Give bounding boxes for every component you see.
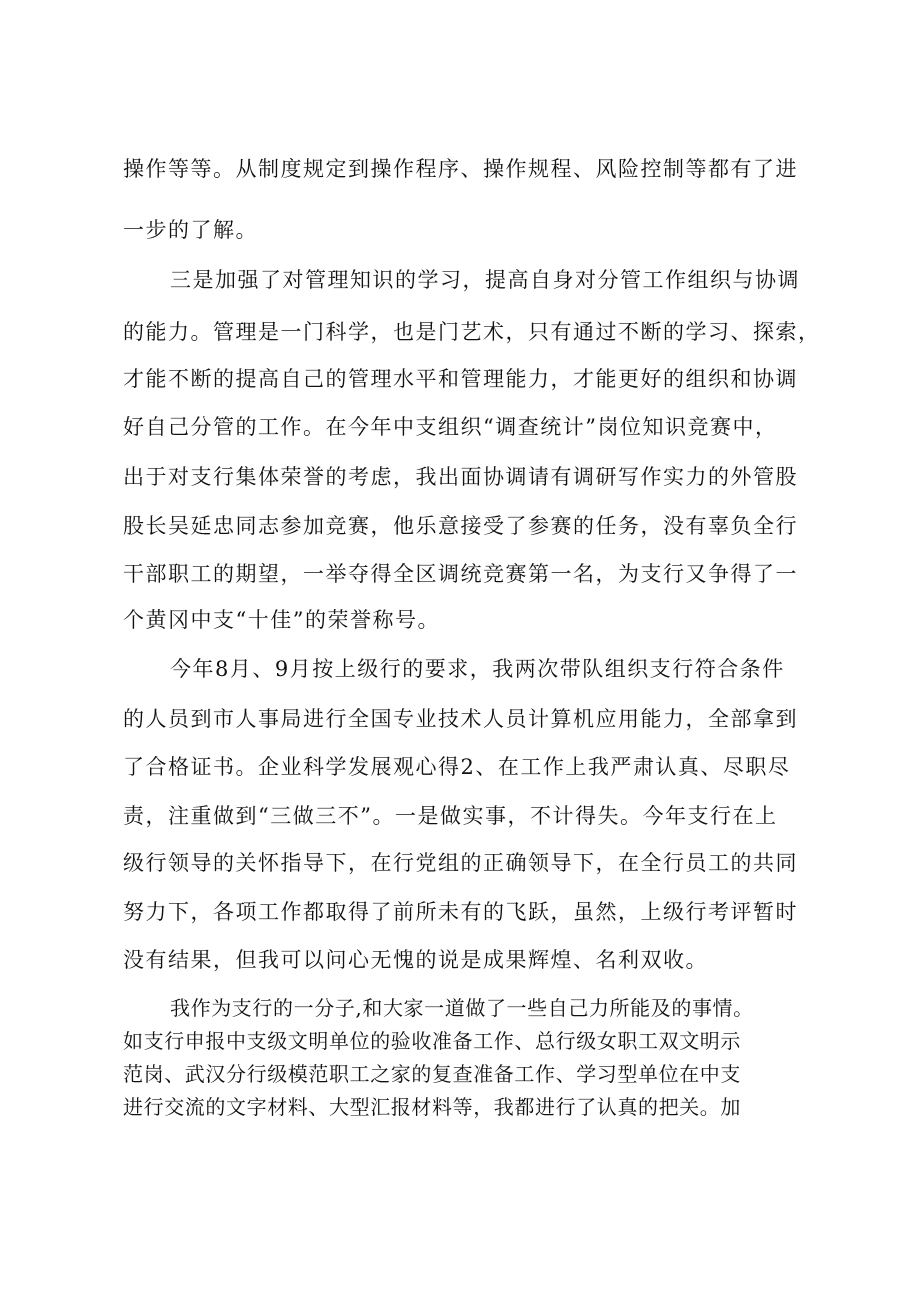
text-line: 好自己分管的工作。在今年中支组织“调查统计”岗位知识竞赛中，	[123, 415, 778, 439]
text-line: 一步的了解。	[123, 218, 258, 242]
text-line: 出于对支行集体荣誉的考虑，我出面协调请有调研写作实力的外管股	[123, 465, 798, 489]
text-line: 如支行申报中支级文明单位的验收准备工作、总行级女职工双文明示	[123, 1029, 741, 1053]
text-line: 的人员到市人事局进行全国专业技术人员计算机应用能力，全部拿到	[123, 707, 798, 731]
paragraph-start-line: 我作为支行的一分子,和大家一道做了一些自己力所能及的事情。	[170, 996, 754, 1020]
text-line: 范岗、武汉分行级模范职工之家的复查准备工作、学习型单位在中支	[123, 1062, 741, 1086]
text-line: 干部职工的期望，一举夺得全区调统竞赛第一名，为支行又争得了一	[123, 562, 798, 586]
text-line: 才能不断的提高自己的管理水平和管理能力，才能更好的组织和协调	[123, 367, 798, 391]
text-line: 级行领导的关怀指导下，在行党组的正确领导下，在全行员工的共同	[123, 851, 798, 875]
text-line: 责，注重做到“三做三不”。一是做实事，不计得失。今年支行在上	[123, 804, 778, 828]
paragraph-start-line: 今年8月、9月按上级行的要求，我两次带队组织支行符合条件	[170, 657, 785, 681]
text-line: 努力下，各项工作都取得了前所未有的飞跃，虽然，上级行考评暂时	[123, 900, 798, 924]
text-line: 的能力。管理是一门科学，也是门艺术，只有通过不断的学习、探索，	[123, 320, 821, 344]
text-line: 没有结果，但我可以问心无愧的说是成果辉煌、名利双收。	[123, 948, 708, 972]
text-line: 个黄冈中支“十佳”的荣誉称号。	[123, 608, 440, 632]
text-line: 股长吴延忠同志参加竞赛，他乐意接受了参赛的任务，没有辜负全行	[123, 514, 798, 538]
text-line: 操作等等。从制度规定到操作程序、操作规程、风险控制等都有了进	[123, 157, 798, 181]
paragraph-start-line: 三是加强了对管理知识的学习，提高自身对分管工作组织与协调	[170, 268, 800, 292]
text-line: 进行交流的文字材料、大型汇报材料等，我都进行了认真的把关。加	[123, 1095, 741, 1119]
text-line: 了合格证书。企业科学发展观心得2、在工作上我严肃认真、尽职尽	[123, 755, 791, 779]
